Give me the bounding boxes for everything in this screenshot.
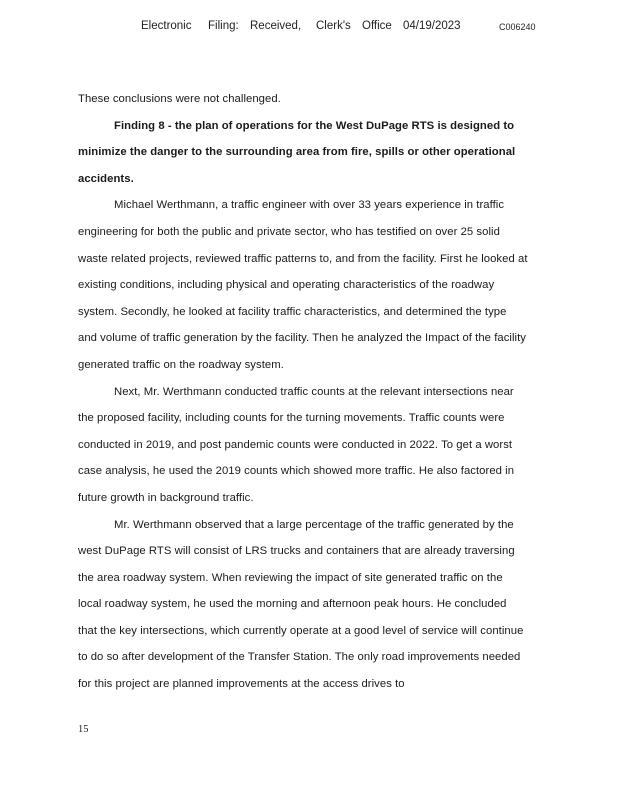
- header-received: Received,: [250, 20, 302, 32]
- finding-8-heading: Finding 8 - the plan of operations for the West DuPage RTS is designed to minimize the danger to the surrounding area from fire, spills or other operational accidents.: [78, 119, 516, 185]
- paragraph-conclusions: These conclusions were not challenged.: [78, 93, 281, 105]
- document-body: [78, 86, 528, 698]
- header-filing: Filing:: [208, 20, 239, 32]
- page-number: 15: [78, 724, 89, 735]
- filing-header: [0, 20, 618, 38]
- header-date: 04/19/2023: [403, 20, 461, 32]
- paragraph-traffic-counts: Next, Mr. Werthmann conducted traffic counts at the relevant intersections near the proposed facility, including counts for the turning movements. Traffic counts were conducted in 2019, and post pandemic counts were conducted in 2022. To get a worst case analysis, he used the 2019 counts which showed more traffic. He also factored in future growth in background traffic.: [78, 385, 515, 504]
- header-clerks: Clerk's: [316, 20, 351, 32]
- paragraph-traffic-impact: Mr. Werthmann observed that a large percentage of the traffic generated by the west DuPage RTS will consist of LRS trucks and containers that are already traversing the area roadway system. When reviewing the impact of site generated traffic on the local roadway system, he used the morning and afternoon peak hours. He concluded that the key intersections, which currently operate at a good level of service will continue to do so after development of the Transfer Station. The only road improvements needed for this project are planned improvements at the access drives to: [78, 518, 524, 691]
- header-stamp: C006240: [499, 22, 536, 32]
- paragraph-werthmann-intro: Michael Werthmann, a traffic engineer with over 33 years experience in traffic engineering for both the public and private sector, who has testified on over 25 solid waste related projects, reviewed traffic patterns to, and from the facility. First he looked at existing conditions, including physical and operating characteristics of the roadway system. Secondly, he looked at facility traffic characteristics, and determined the type and volume of traffic generation by the facility. Then he analyzed the Impact of the facility generated traffic on the roadway system.: [78, 199, 528, 371]
- header-electronic: Electronic: [141, 20, 192, 32]
- header-office: Office: [362, 20, 392, 32]
